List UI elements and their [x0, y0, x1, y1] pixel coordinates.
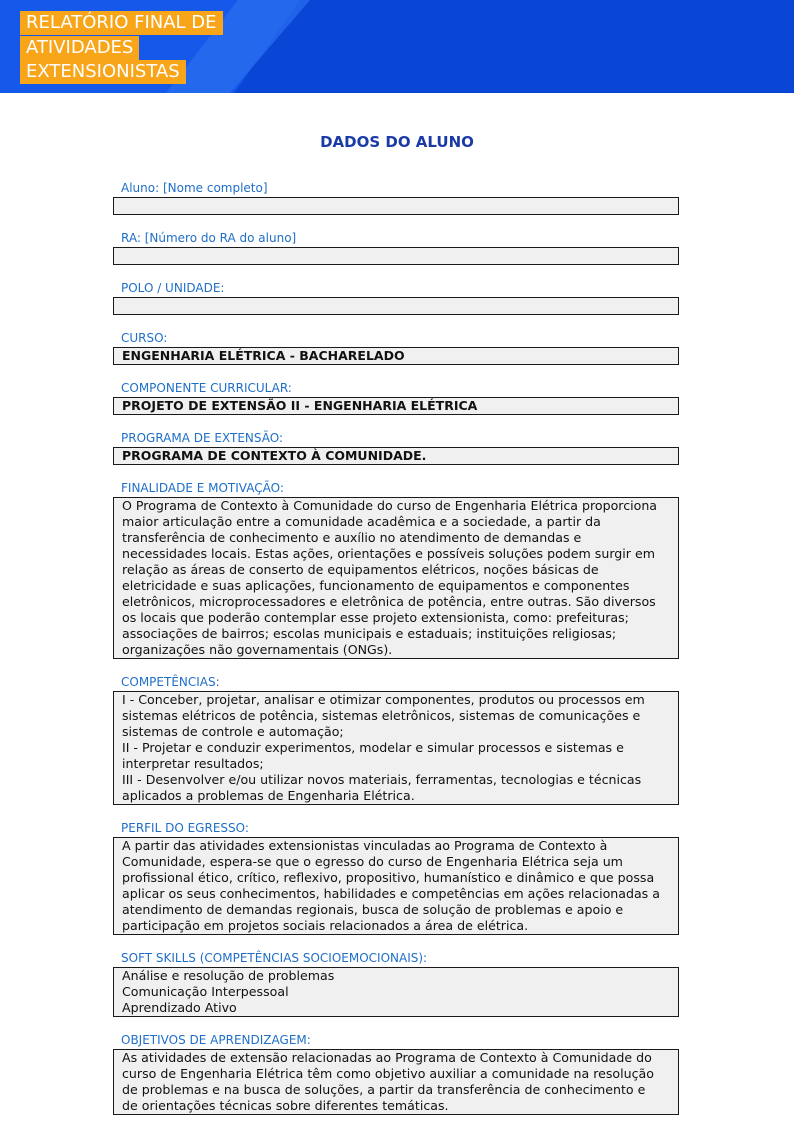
finalidade-field[interactable] — [113, 497, 679, 659]
soft-skills-label: SOFT SKILLS (COMPETÊNCIAS SOCIOEMOCIONAIS): — [121, 951, 428, 965]
curso-label: CURSO: — [121, 331, 168, 345]
text-line: I - Conceber, projetar, analisar e otimizar componentes, produtos ou processos em — [122, 692, 645, 707]
text-line: sistemas elétricos de potência, sistemas eletrônicos, sistemas de comunicações e — [122, 708, 641, 723]
finalidade-label: FINALIDADE E MOTIVAÇÃO: — [121, 481, 284, 495]
section-title: DADOS DO ALUNO — [320, 133, 474, 151]
text-line: Comunidade, espera-se que o egresso do curso de Engenharia Elétrica seja um — [122, 854, 623, 869]
text-line: participação em projetos sociais relacionados a área de elétrica. — [122, 918, 529, 933]
text-line: III - Desenvolver e/ou utilizar novos materiais, ferramentas, tecnologias e técnicas — [122, 772, 642, 787]
text-line: transferência de conhecimento e auxílio no atendimento de demandas e — [122, 530, 582, 545]
text-line: aplicar os seus conhecimentos, habilidades e competências em ações relacionadas a — [122, 886, 660, 901]
text-line: aplicados a problemas de Engenharia Elétrica. — [122, 788, 415, 803]
text-line: relação as áreas de conserto de equipamentos elétricos, noções básicas de — [122, 562, 599, 577]
text-line: de problemas e na busca de soluções, a partir da transferência de conhecimento e — [122, 1082, 646, 1097]
text-line: II - Projetar e conduzir experimentos, modelar e simular processos e sistemas e — [122, 740, 624, 755]
polo-field[interactable] — [113, 297, 679, 315]
perfil-field[interactable] — [113, 837, 679, 935]
objetivos-field[interactable] — [113, 1049, 679, 1115]
text-line: As atividades de extensão relacionadas ao Programa de Contexto à Comunidade do — [122, 1050, 652, 1065]
text-line: atendimento de demandas regionais, busca de solução de problemas e apoio e — [122, 902, 624, 917]
programa-label: PROGRAMA DE EXTENSÃO: — [121, 431, 283, 445]
ra-field[interactable] — [113, 247, 679, 265]
header-title-line-2: ATIVIDADES — [20, 36, 139, 60]
text-line: necessidades locais. Estas ações, orientações e possíveis soluções podem surgir em — [122, 546, 655, 561]
objetivos-label: OBJETIVOS DE APRENDIZAGEM: — [121, 1033, 311, 1047]
text-line: Aprendizado Ativo — [122, 1000, 237, 1015]
componente-label: COMPONENTE CURRICULAR: — [121, 381, 292, 395]
text-line: profissional ético, crítico, reflexivo, propositivo, humanístico e dinâmico e que possa — [122, 870, 655, 885]
text-line: curso de Engenharia Elétrica têm como objetivo auxiliar a comunidade na resolução — [122, 1066, 654, 1081]
text-line: organizações não governamentais (ONGs). — [122, 642, 393, 657]
polo-label: POLO / UNIDADE: — [121, 281, 225, 295]
text-line: Comunicação Interpessoal — [122, 984, 289, 999]
text-line: os locais que poderão contemplar esse projeto extensionista, como: prefeituras; — [122, 610, 629, 625]
programa-field[interactable]: PROGRAMA DE CONTEXTO À COMUNIDADE. — [113, 447, 679, 465]
header-title-line-3: EXTENSIONISTAS — [20, 60, 186, 84]
text-line: maior articulação entre a comunidade acadêmica e a sociedade, a partir da — [122, 514, 601, 529]
curso-field[interactable]: ENGENHARIA ELÉTRICA - BACHARELADO — [113, 347, 679, 365]
text-line: sistemas de controle e automação; — [122, 724, 344, 739]
aluno-field[interactable] — [113, 197, 679, 215]
ra-label: RA: [Número do RA do aluno] — [121, 231, 297, 245]
text-line: interpretar resultados; — [122, 756, 264, 771]
text-line: associações de bairros; escolas municipais e estaduais; instituições religiosas; — [122, 626, 617, 641]
competencias-label: COMPETÊNCIAS: — [121, 675, 220, 689]
text-line: de orientações técnicas sobre diferentes temáticas. — [122, 1098, 449, 1113]
text-line: eletricidade e suas aplicações, funcionamento de equipamentos e componentes — [122, 578, 630, 593]
header-title-line-1: RELATÓRIO FINAL DE — [20, 11, 223, 35]
soft-skills-field[interactable] — [113, 967, 679, 1017]
aluno-label: Aluno: [Nome completo] — [121, 181, 268, 195]
text-line: O Programa de Contexto à Comunidade do curso de Engenharia Elétrica proporciona — [122, 498, 658, 513]
text-line: Análise e resolução de problemas — [122, 968, 335, 983]
perfil-label: PERFIL DO EGRESSO: — [121, 821, 249, 835]
componente-field[interactable]: PROJETO DE EXTENSÃO II - ENGENHARIA ELÉTRICA — [113, 397, 679, 415]
report-header-banner — [0, 0, 794, 93]
text-line: eletrônicos, microprocessadores e eletrônica de potência, entre outras. São diversos — [122, 594, 656, 609]
text-line: A partir das atividades extensionistas vinculadas ao Programa de Contexto à — [122, 838, 608, 853]
competencias-field[interactable] — [113, 691, 679, 805]
